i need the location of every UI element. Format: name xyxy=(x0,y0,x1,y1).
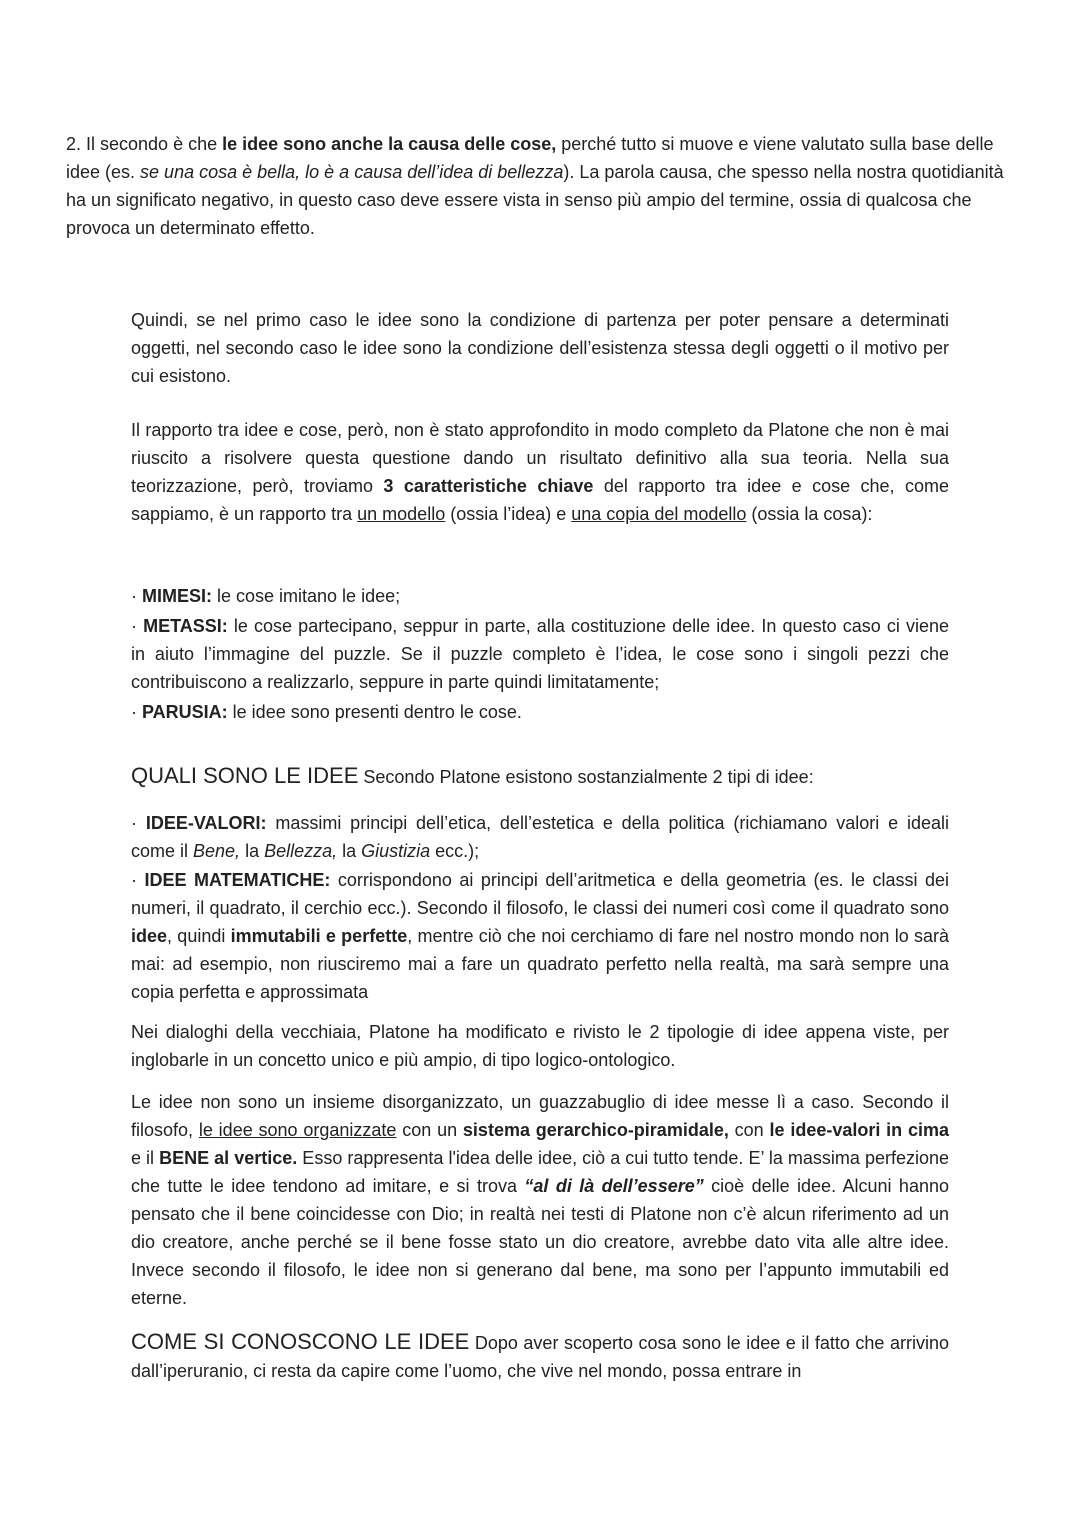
list-item-mimesi: · MIMESI: le cose imitano le idee; xyxy=(131,586,401,606)
paragraph-organizzate: Le idee non sono un insieme disorganizzato, un guazzabuglio di idee messe lì a caso. Secondo il filosofo, le idee sono organizzate con un sistema gerarchico-piramidale, con le idee-valori in cima e il BENE al vertice. Esso rappresenta l'idea delle idee, ciò a cui tutto tende. E’ la massima perfezione che tutte le idee tendono ad imitare, e si trova “al di là dell’essere” cioè delle idee. Alcuni hanno pensato che il bene coincidesse con Dio; in realtà nei testi di Platone non c’è alcun riferimento ad un dio creatore, anche perché se il bene fosse stato un dio creatore, avrebbe dato vita alle altre idee. Invece secondo il filosofo, le idee non si generano dal bene, ma sono per l’appunto immutabili ed eterne. xyxy=(131,1092,950,1308)
paragraph-dialoghi: Nei dialoghi della vecchiaia, Platone ha modificato e rivisto le 2 tipologie di idee appena viste, per inglobarle in un concetto unico e più ampio, di tipo logico-ontologico. xyxy=(131,1022,949,1070)
paragraph-quindi: Quindi, se nel primo caso le idee sono la condizione di partenza per poter pensare a determinati oggetti, nel secondo caso le idee sono la condizione dell’esistenza stessa degli oggetti o il motivo per cui esistono. xyxy=(131,310,949,386)
heading-come: COME SI CONOSCONO LE IDEE xyxy=(131,1329,470,1354)
heading-quali: QUALI SONO LE IDEE xyxy=(131,763,359,788)
paragraph-cause: 2. Il secondo è che le idee sono anche la causa delle cose, perché tutto si muove e viene valutato sulla base delle idee (es. se una cosa è bella, lo è a causa dell’idea di bellezza). La parola causa, che spesso nella nostra quotidianità ha un significato negativo, in questo caso deve essere vista in senso più ampio del termine, ossia di qualcosa che provoca un determinato effetto. xyxy=(66,134,1004,238)
list-item-idee-valori: · IDEE-VALORI: massimi principi dell’etica, dell’estetica e della politica (richiamano valori e ideali come il Bene, la Bellezza, la Giustizia ecc.); xyxy=(131,813,949,861)
list-item-parusia: · PARUSIA: le idee sono presenti dentro le cose. xyxy=(131,702,522,722)
section-quali: QUALI SONO LE IDEE Secondo Platone esistono sostanzialmente 2 tipi di idee: xyxy=(131,763,814,788)
section-come: COME SI CONOSCONO LE IDEE Dopo aver scoperto cosa sono le idee e il fatto che arrivino dall’iperuranio, ci resta da capire come l’uomo, che vive nel mondo, possa entrare in xyxy=(131,1329,949,1381)
list-item-idee-matematiche: · IDEE MATEMATICHE: corrispondono ai principi dell’aritmetica e della geometria (es. le classi dei numeri, il quadrato, il cerchio ecc.). Secondo il filosofo, le classi dei numeri così come il quadrato sono idee, quindi immutabili e perfette, mentre ciò che noi cerchiamo di fare nel nostro mondo non lo sarà mai: ad esempio, non riusciremo mai a fare un quadrato perfetto nella realtà, ma sarà sempre una copia perfetta e approssimata xyxy=(131,870,950,1002)
list-item-metassi: · METASSI: le cose partecipano, seppur in parte, alla costituzione delle idee. In questo caso ci viene in aiuto l’immagine del puzzle. Se il puzzle completo è l’idea, le cose sono i singoli pezzi che contribuiscono a realizzarlo, seppure in parte quindi limitatamente; xyxy=(131,616,950,692)
paragraph-rapporto: Il rapporto tra idee e cose, però, non è stato approfondito in modo completo da Platone che non è mai riuscito a risolvere questa questione dando un risultato definitivo alla sua teoria. Nella sua teorizzazione, però, troviamo 3 caratteristiche chiave del rapporto tra idee e cose che, come sappiamo, è un rapporto tra un modello (ossia l’idea) e una copia del modello (ossia la cosa): xyxy=(131,420,950,524)
